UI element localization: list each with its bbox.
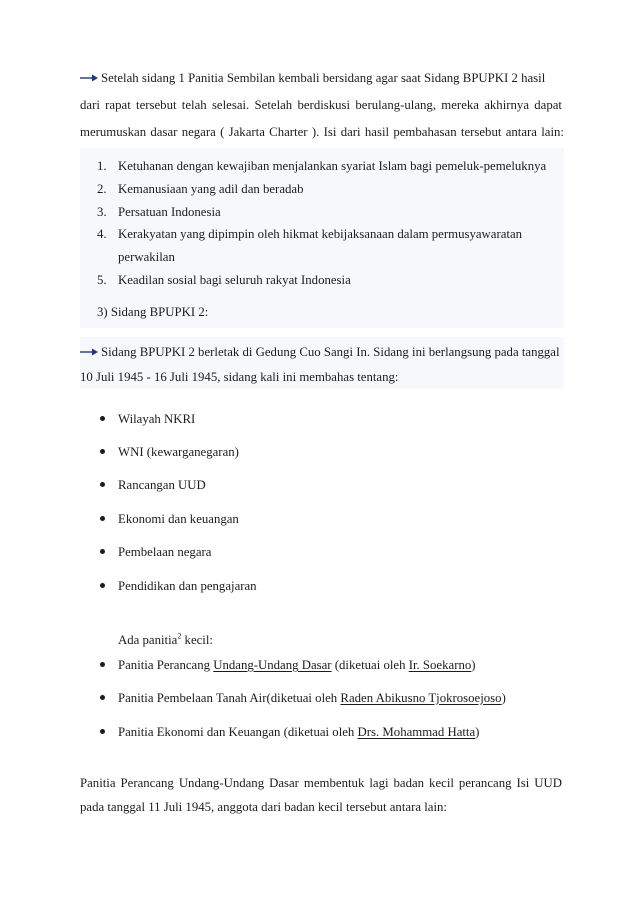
charter-item-2 xyxy=(97,181,303,197)
committee-link-uud[interactable]: Undang-Undang Dasar xyxy=(213,658,332,672)
bullet-icon xyxy=(100,662,105,667)
charter-item-text: Kerakyatan yang dipimpin oleh hikmat kebijaksanaan dalam permusyawaratan xyxy=(118,227,523,241)
charter-item-1 xyxy=(97,158,546,174)
committee-item-3 xyxy=(118,724,479,740)
committee-item-text: Panitia Ekonomi dan Keuangan (diketuai oleh xyxy=(118,725,358,739)
committee-chair-link[interactable]: Drs. Mohammad Hatta xyxy=(357,725,476,739)
paragraph-2-line-1-text: Sidang BPUPKI 2 berletak di Gedung Cuo Sangi In. Sidang ini berlangsung pada tanggal xyxy=(101,345,560,359)
topic-item-4: Ekonomi dan keuangan xyxy=(118,512,239,526)
paragraph-1-line-1 xyxy=(80,70,545,86)
paragraph-1-line-3: merumuskan dasar negara ( Jakarta Charter ). Isi dari hasil pembahasan tersebut antara lain: xyxy=(80,125,564,139)
small-committee-label xyxy=(118,632,213,648)
bullet-icon xyxy=(100,695,105,700)
charter-item-number: 2. xyxy=(97,182,107,196)
small-committee-superscript: 2 xyxy=(177,631,182,641)
topic-item-6: Pendidikan dan pengajaran xyxy=(118,579,257,593)
committee-item-text: (diketuai oleh xyxy=(331,658,409,672)
section-heading: 3) Sidang BPUPKI 2: xyxy=(97,305,209,319)
committee-item-text: Panitia Perancang xyxy=(118,658,214,672)
paragraph-2-line-1 xyxy=(80,344,560,360)
paragraph-3-line-2: pada tanggal 11 Juli 1945, anggota dari badan kecil tersebut antara lain: xyxy=(80,800,447,814)
charter-item-5 xyxy=(97,272,351,288)
charter-item-3 xyxy=(97,204,221,220)
topic-item-1: Wilayah NKRI xyxy=(118,412,196,426)
bullet-icon xyxy=(100,729,105,734)
paragraph-3-line-1: Panitia Perancang Undang-Undang Dasar membentuk lagi badan kecil perancang Isi UUD xyxy=(80,776,562,790)
paragraph-1-line-2: dari rapat tersebut telah selesai. Setelah berdiskusi berulang-ulang, mereka akhirnya dapat xyxy=(80,98,562,112)
arrow-right-icon xyxy=(80,348,98,356)
charter-item-number: 1. xyxy=(97,159,107,173)
committee-item-text: ) xyxy=(475,725,480,739)
charter-item-text: Keadilan sosial bagi seluruh rakyat Indonesia xyxy=(118,273,351,287)
charter-item-number: 3. xyxy=(97,205,107,219)
charter-item-number: 4. xyxy=(97,227,107,241)
bullet-icon xyxy=(100,549,105,554)
bullet-icon xyxy=(100,516,105,521)
charter-item-number: 5. xyxy=(97,273,107,287)
committee-item-2 xyxy=(118,690,506,706)
committee-item-1 xyxy=(118,657,476,673)
bullet-icon xyxy=(100,583,105,588)
charter-item-text: Kemanusiaan yang adil dan beradab xyxy=(118,182,304,196)
paragraph-1-line-1-text: Setelah sidang 1 Panitia Sembilan kembali bersidang agar saat Sidang BPUPKI 2 hasil xyxy=(101,71,546,85)
topic-item-2: WNI (kewarganegaran) xyxy=(118,445,239,459)
committee-item-text: ) xyxy=(471,658,476,672)
charter-item-text: Ketuhanan dengan kewajiban menjalankan syariat Islam bagi pemeluk-pemeluknya xyxy=(118,159,547,173)
committee-item-text: ) xyxy=(501,691,506,705)
topic-item-5: Pembelaan negara xyxy=(118,545,212,559)
charter-item-text: Persatuan Indonesia xyxy=(118,205,221,219)
bullet-icon xyxy=(100,482,105,487)
committee-item-text: Panitia Pembelaan Tanah Air(diketuai oleh xyxy=(118,691,341,705)
paragraph-2-line-2: 10 Juli 1945 - 16 Juli 1945, sidang kali ini membahas tentang: xyxy=(80,370,399,384)
charter-item-4-continuation: perwakilan xyxy=(118,250,175,264)
bullet-icon xyxy=(100,449,105,454)
small-committee-label-suffix: kecil: xyxy=(181,633,213,647)
bullet-icon xyxy=(100,416,105,421)
arrow-right-icon xyxy=(80,74,98,82)
committee-chair-link[interactable]: Ir. Soekarno xyxy=(408,658,472,672)
small-committee-label-text: Ada panitia xyxy=(118,633,178,647)
charter-item-4 xyxy=(97,226,522,242)
topic-item-3: Rancangan UUD xyxy=(118,478,206,492)
committee-chair-link[interactable]: Raden Abikusno Tjokrosoejoso xyxy=(340,691,502,705)
